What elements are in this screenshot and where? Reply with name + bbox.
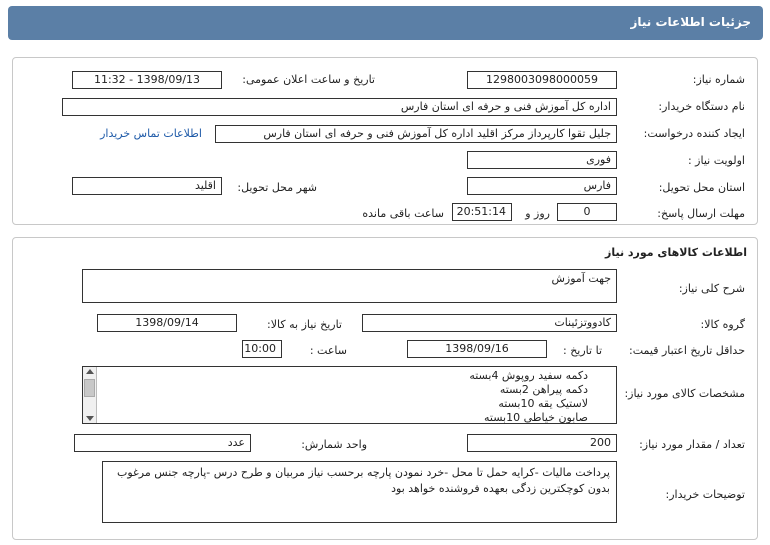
list-item[interactable]: لاستیک یقه 10بسته [498,397,588,410]
time-label: ساعت : [309,344,347,357]
list-item[interactable]: دکمه سفید روپوش 4بسته [469,369,588,382]
buyer-org-label: نام دستگاه خریدار: [658,100,745,113]
quantity-field[interactable]: 200 [467,434,617,452]
days-word: روز و [525,207,550,220]
need-date-label: تاریخ نیاز به کالا: [267,318,342,331]
until-date-label: تا تاریخ : [563,344,602,357]
until-date-field[interactable]: 1398/09/16 [407,340,547,358]
need-number-label: شماره نیاز: [692,73,745,86]
summary-label: شرح کلی نیاز: [678,282,745,295]
city-field[interactable]: اقلید [72,177,222,195]
city-label: شهر محل تحویل: [237,181,317,194]
goods-group-label: گروه کالا: [700,318,745,331]
announce-datetime-label: تاریخ و ساعت اعلان عمومی: [242,73,375,86]
specs-scrollbar[interactable] [83,367,97,423]
need-number-field[interactable]: 1298003098000059 [467,71,617,89]
buyer-notes-label: توضیحات خریدار: [665,488,745,501]
time-field[interactable]: 10:00 [242,340,282,358]
list-item[interactable]: دکمه پیراهن 2بسته [499,383,588,396]
remaining-word: ساعت باقی مانده [362,207,444,220]
deadline-time-field[interactable]: 20:51:14 [452,203,512,221]
goods-info-panel [12,237,758,540]
unit-label: واحد شمارش: [301,438,367,451]
deadline-days-field[interactable]: 0 [557,203,617,221]
page-header [8,6,763,40]
buyer-contact-link[interactable]: اطلاعات تماس خریدار [100,127,202,140]
price-validity-label: حداقل تاریخ اعتبار قیمت: [629,344,745,357]
scroll-up-icon[interactable] [86,369,94,374]
unit-field[interactable]: عدد [74,434,251,452]
province-label: استان محل تحویل: [658,181,745,194]
buyer-org-field[interactable]: اداره کل آموزش فنی و حرفه ای استان فارس [62,98,617,116]
goods-group-field[interactable]: کادووتزئینات [362,314,617,332]
creator-label: ایجاد کننده درخواست: [643,127,745,140]
goods-section-title: اطلاعات کالاهای مورد نیاز [605,246,747,259]
summary-field[interactable]: جهت آموزش [82,269,617,303]
specs-label: مشخصات کالای مورد نیاز: [624,387,745,400]
scroll-down-icon[interactable] [86,416,94,421]
list-item[interactable]: صابون خیاطی 10بسته [484,411,588,424]
announce-datetime-field[interactable]: 1398/09/13 - 11:32 [72,71,222,89]
need-info-panel [12,57,758,225]
deadline-label: مهلت ارسال پاسخ: [657,207,745,220]
scroll-thumb[interactable] [84,379,95,397]
priority-field[interactable]: فوری [467,151,617,169]
quantity-label: تعداد / مقدار مورد نیاز: [639,438,745,451]
page-title: جزئیات اطلاعات نیاز [630,15,751,29]
province-field[interactable]: فارس [467,177,617,195]
need-date-field[interactable]: 1398/09/14 [97,314,237,332]
buyer-notes-field[interactable]: پرداخت مالیات -کرایه حمل تا محل -خرد نمودن پارچه برحسب نیاز مربیان و طرح درس -پارچه جنس مرغوب بدون کوچکترین زدگی بعهده فروشنده خواهد بود [102,461,617,523]
specs-listbox[interactable] [82,366,617,424]
priority-label: اولویت نیاز : [687,154,745,167]
creator-field[interactable]: جلیل تقوا کارپرداز مرکز اقلید اداره کل آموزش فنی و حرفه ای استان فارس [215,125,617,143]
